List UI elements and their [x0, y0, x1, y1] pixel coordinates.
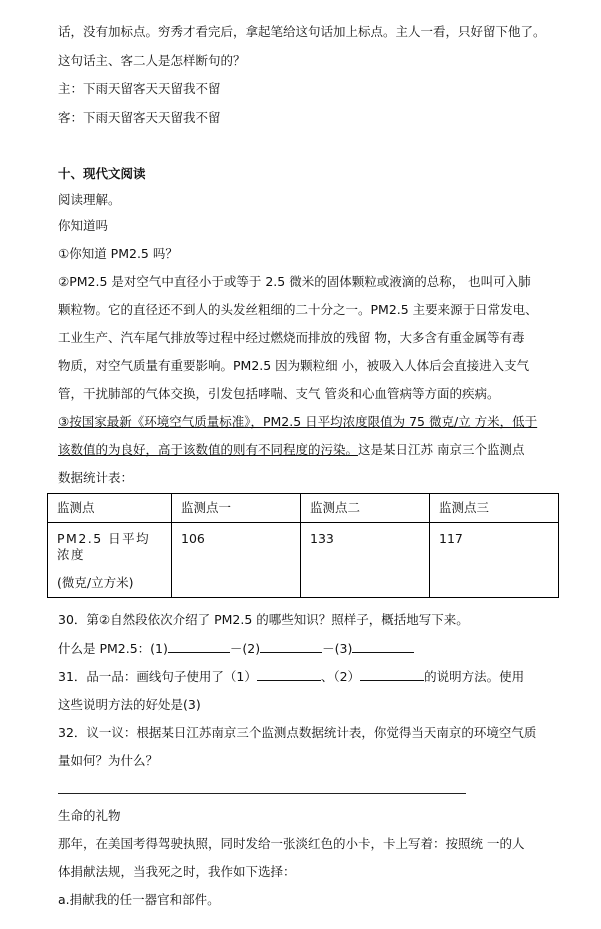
question-31-line2: 这些说明方法的好处是(3): [58, 697, 201, 712]
table-row: [48, 523, 559, 598]
table-header-cell: 监测点: [48, 494, 172, 523]
table-header-cell: 监测点三: [430, 494, 559, 523]
table-row-label: [48, 523, 172, 598]
underlined-sentence: 该数值的为良好，高于该数值的则有不同程度的污染。: [58, 442, 359, 457]
host-answer: 主：下雨天留客天天留我不留: [58, 81, 221, 96]
q30-prefix: 什么是 PM2.5：(1): [58, 641, 168, 656]
row-label-unit: (微克/立方米): [57, 575, 134, 590]
q31-text: 31．品一品：画线句子使用了（1）: [58, 669, 257, 684]
question-32-line2: 量如何？为什么？: [58, 753, 159, 768]
guest-answer: 客：下雨天留客天天留我不留: [58, 110, 221, 125]
paragraph-3-line: 数据统计表：: [58, 470, 134, 485]
gift-line: 那年，在美国考得驾驶执照，同时发给一张淡红色的小卡，卡上写着：按照统 一的人: [58, 836, 525, 851]
q31-text: 的说明方法。使用: [424, 669, 525, 684]
monitoring-table: [47, 493, 559, 598]
question-30-answer: [58, 640, 414, 657]
paragraph-1: ①你知道 PM2.5 吗？: [58, 246, 178, 261]
row-label-line: PM2.5 日平均浓度: [57, 531, 151, 562]
paragraph-2-line: 颗粒物。它的直径还不到人的头发丝粗细的二十分之一。PM2.5 主要来源于日常发电、: [58, 302, 538, 317]
paragraph-2-line: 物质，对空气质量有重要影响。PM2.5 因为颗粒细 小，被吸入人体后会直接进入支气: [58, 358, 530, 373]
paragraph-3-text: 这是某日江苏 南京三个监测点: [358, 442, 525, 457]
q31-text: 、（2）: [320, 669, 361, 684]
q30-sep: －(3): [322, 641, 353, 656]
passage-title: 你知道吗: [58, 218, 109, 233]
table-header-row: [48, 494, 559, 523]
paragraph-2-line: ②PM2.5 是对空气中直径小于或等于 2.5 微米的固体颗粒或液滴的总称， 也叫可入肺: [58, 274, 531, 289]
answer-blank[interactable]: [360, 668, 424, 681]
story-question: 这句话主、客二人是怎样断句的？: [58, 53, 246, 68]
gift-line: a.捐献我的任一器官和部件。: [58, 892, 220, 907]
answer-blank[interactable]: [352, 640, 414, 653]
underlined-sentence: ③按国家最新《环境空气质量标准》，PM2.5 日平均浓度限值为 75 微克/立 方米，低于: [58, 414, 538, 429]
section-instruction: 阅读理解。: [58, 192, 121, 207]
table-cell: 117: [430, 523, 559, 598]
answer-blank[interactable]: [168, 640, 230, 653]
table-header-cell: 监测点一: [172, 494, 301, 523]
section-title: 十、现代文阅读: [58, 166, 146, 181]
gift-line: 体捐献法规，当我死之时，我作如下选择：: [58, 864, 296, 879]
table-cell: 133: [301, 523, 430, 598]
answer-blank[interactable]: [257, 668, 321, 681]
table-cell: 106: [172, 523, 301, 598]
answer-line[interactable]: [58, 793, 466, 794]
question-32: 32．议一议：根据某日江苏南京三个监测点数据统计表，你觉得当天南京的环境空气质: [58, 725, 537, 740]
story-line: 话，没有加标点。穷秀才看完后，拿起笔给这句话加上标点。主人一看，只好留下他了。: [58, 24, 546, 39]
paragraph-3-line: [58, 442, 525, 458]
answer-blank[interactable]: [260, 640, 322, 653]
question-30: 30．第②自然段依次介绍了 PM2.5 的哪些知识？照样子，概括地写下来。: [58, 612, 469, 627]
passage-title-gift: 生命的礼物: [58, 808, 121, 823]
paragraph-3-line: [58, 414, 537, 430]
q30-sep: －(2): [229, 641, 261, 656]
paragraph-2-line: 管，干扰肺部的气体交换，引发包括哮喘、支气 管炎和心血管病等方面的疾病。: [58, 386, 500, 401]
question-31: [58, 668, 524, 685]
table-header-cell: 监测点二: [301, 494, 430, 523]
paragraph-2-line: 工业生产、汽车尾气排放等过程中经过燃烧而排放的残留 物，大多含有重金属等有毒: [58, 330, 525, 345]
